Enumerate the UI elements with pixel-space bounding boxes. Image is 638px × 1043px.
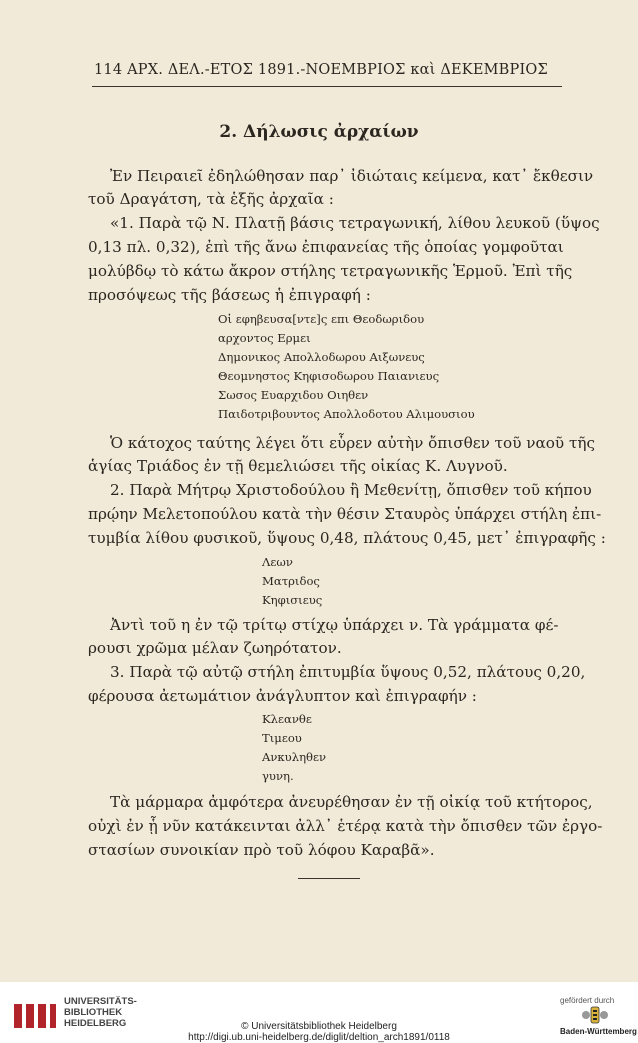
paragraph-line: Ἀντὶ τοῦ η ἐν τῷ τρίτῳ στίχῳ ὑπάρχει ν. Τὰ γράμματα φέ-	[110, 616, 559, 634]
library-footer	[0, 982, 638, 1041]
funded-by-label: gefördert durch	[560, 996, 615, 1005]
item2-line: πρῴην Μελετοπούλου κατὰ τὴν θέσιν Σταυρὸς ὑπάρχει στήλη ἐπι-	[88, 505, 602, 523]
inscription-line: Θεομνηστος Κηφισοδωρου Παιανιευς	[218, 369, 440, 383]
section-title: 2. Δήλωσις ἀρχαίων	[219, 122, 419, 142]
item1-line: μολύβδῳ τὸ κάτω ἄκρον στήλης τετραγωνικῆς Ἑρμοῦ. Ἐπὶ τῆς	[88, 262, 573, 280]
item1-line: «1. Παρὰ τῷ Ν. Πλατῇ βάσις τετραγωνική, λίθου λευκοῦ (ὕψος	[110, 214, 600, 232]
inscription-line: Λεων	[262, 555, 293, 569]
inscription-line: Παιδοτριβουντος Απολλοδοτου Αλιμουσιου	[218, 407, 475, 421]
inscription-line: Δημονικος Απολλοδωρου Αιξωνευς	[218, 350, 425, 364]
inscription-line: Σωσος Ευαρχιδου Οιηθεν	[218, 388, 369, 402]
section-end-rule	[298, 878, 360, 879]
paragraph-line: ρουσι χρῶμα μέλαν ζωηρότατον.	[88, 639, 342, 657]
inscription-line: Κλεανθε	[262, 712, 312, 726]
closing-line: Τὰ μάρμαρα ἀμφότερα ἀνευρέθησαν ἐν τῇ οἰκίᾳ τοῦ κτήτορος,	[110, 793, 593, 811]
inscription-line: Ανκυληθεν	[262, 750, 327, 764]
header-rule	[92, 86, 562, 87]
sponsor-name: Baden-Württemberg	[560, 1027, 637, 1036]
inscription-line: Ματριδος	[262, 574, 320, 588]
inscription-line: Οἱ εφηβευσα[ντε]ς επι Θεοδωριδου	[218, 312, 425, 326]
intro-line: Ἐν Πειραιεῖ ἐδηλώθησαν παρ᾿ ἰδιώταις κείμενα, κατ᾿ ἔκθεσιν	[110, 167, 594, 185]
inscription-line: αρχοντος Ερμει	[218, 331, 311, 345]
item2-line: τυμβία λίθου φυσικοῦ, ὕψους 0,48, πλάτους 0,45, μετ᾿ ἐπιγραφῆς :	[88, 529, 606, 547]
inscription-line: γυνη.	[262, 769, 294, 783]
inscription-line: Κηφισιευς	[262, 593, 323, 607]
inscription-line: Τιμεου	[262, 731, 302, 745]
copyright-text: © Universitätsbibliothek Heidelberg	[241, 1021, 397, 1032]
closing-line: οὐχὶ ἐν ᾗ νῦν κατάκεινται ἀλλ᾿ ἑτέρᾳ κατὰ τὴν ὄπισθεν τῶν ἐργο-	[88, 817, 603, 835]
closing-line: στασίων συνοικίαν πρὸ τοῦ λόφου Καραβᾶ».	[88, 841, 435, 859]
coat-of-arms-icon	[578, 1006, 612, 1024]
item3-line: φέρουσα ἀετωμάτιον ἀνάγλυπτον καὶ ἐπιγραφήν :	[88, 687, 477, 705]
item1-line: 0,13 πλ. 0,32), ἐπὶ τῆς ἄνω ἐπιφανείας τῆς ὁποίας γομφοῦται	[88, 238, 564, 256]
item3-line: 3. Παρὰ τῷ αὐτῷ στήλη ἐπιτυμβία ὕψους 0,52, πλάτους 0,20,	[110, 663, 586, 681]
intro-line: τοῦ Δραγάτση, τὰ ἑξῆς ἀρχαῖα :	[88, 190, 334, 208]
item2-line: 2. Παρὰ Μήτρῳ Χριστοδούλου ἢ Μεθενίτῃ, ὄπισθεν τοῦ κήπου	[110, 481, 592, 499]
permalink[interactable]: http://digi.ub.uni-heidelberg.de/diglit/deltion_arch1891/0118	[188, 1032, 450, 1043]
institution-name: UNIVERSITÄTS- BIBLIOTHEK HEIDELBERG	[64, 996, 137, 1029]
item1-line: προσόψεως τῆς βάσεως ἡ ἐπιγραφή :	[88, 286, 371, 304]
paragraph-line: ἁγίας Τριάδος ἐν τῇ θεμελιώσει τῆς οἰκίας Κ. Λυγνοῦ.	[88, 457, 508, 475]
running-header: 114 ΑΡΧ. ΔΕΛ.-ΕΤΟΣ 1891.-ΝΟΕΜΒΡΙΟΣ καὶ ΔΕΚΕΜΒΡΙΟΣ	[94, 62, 548, 78]
paragraph-line: Ὁ κάτοχος ταύτης λέγει ὅτι εὗρεν αὐτὴν ὄπισθεν τοῦ ναοῦ τῆς	[110, 434, 595, 452]
